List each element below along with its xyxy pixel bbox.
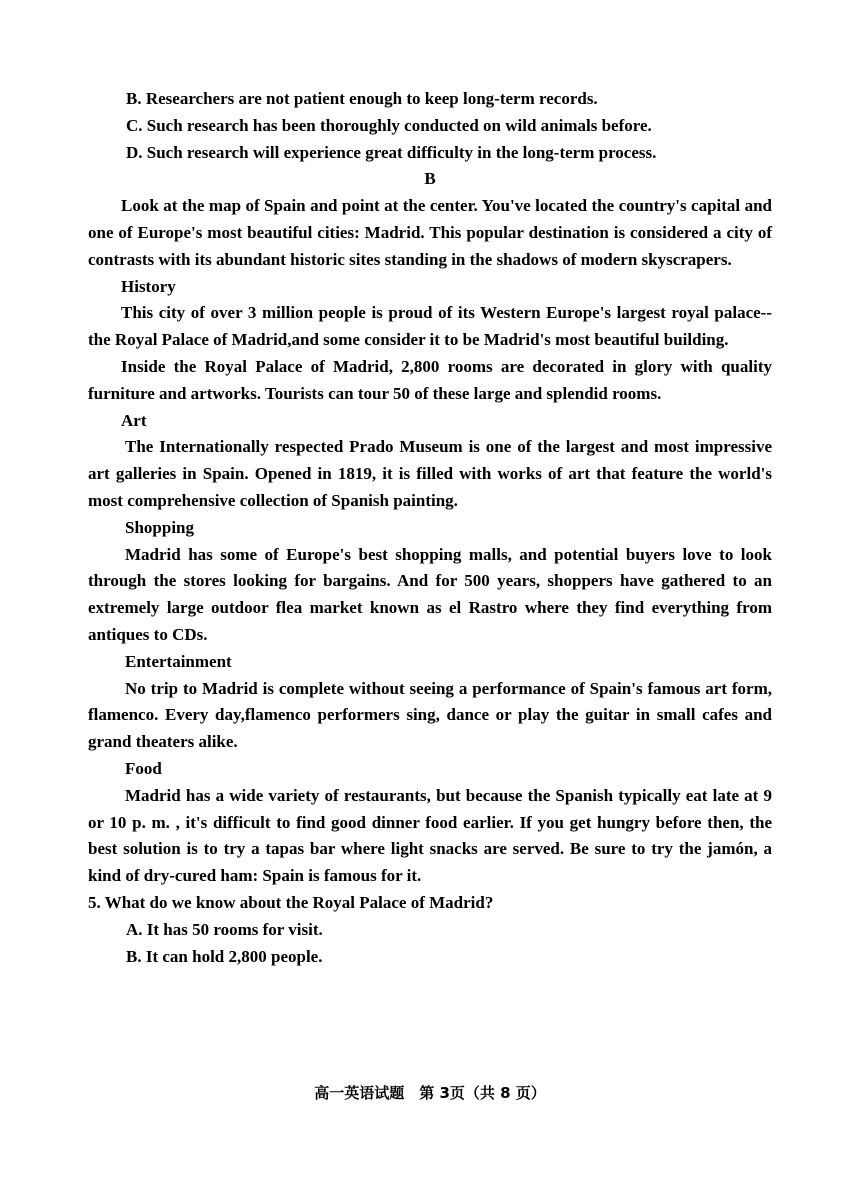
option-c-prev-question: C. Such research has been thoroughly conducted on wild animals before. bbox=[126, 115, 652, 135]
question-5-stem: 5. What do we know about the Royal Palace of Madrid? bbox=[88, 892, 494, 912]
section-label: B bbox=[424, 169, 436, 189]
question-5-option-a: A. It has 50 rooms for visit. bbox=[126, 919, 323, 939]
heading-food: Food bbox=[125, 758, 162, 778]
heading-shopping: Shopping bbox=[125, 517, 194, 537]
option-b-prev-question: B. Researchers are not patient enough to keep long-term records. bbox=[126, 89, 598, 108]
passage-intro: Look at the map of Spain and point at the center. You've located the country's capital and one of Europe's most beautiful cities: Madrid. This popular destination is considered a city of contrasts with its abundant historic sites standing in the shadows of modern skyscrapers. bbox=[88, 196, 772, 269]
art-paragraph: The Internationally respected Prado Museum is one of the largest and most impressive art galleries in Spain. Opened in 1819, it is filled with works of art that feature the world's most comprehensive collection of Spanish painting. bbox=[88, 437, 772, 510]
history-paragraph-1: This city of over 3 million people is proud of its Western Europe's largest royal palace--the Royal Palace of Madrid,and some consider it to be Madrid's most beautiful building. bbox=[88, 303, 772, 350]
heading-entertainment: Entertainment bbox=[125, 651, 232, 671]
exam-page-content bbox=[88, 86, 772, 970]
option-d-prev-question: D. Such research will experience great difficulty in the long-term process. bbox=[126, 142, 657, 162]
history-paragraph-2: Inside the Royal Palace of Madrid, 2,800 rooms are decorated in glory with quality furniture and artworks. Tourists can tour 50 of these large and splendid rooms. bbox=[88, 356, 772, 403]
heading-art: Art bbox=[121, 410, 147, 430]
page-footer: 高一英语试题 第 3页（共 8 页） bbox=[314, 1084, 546, 1102]
heading-history: History bbox=[121, 276, 176, 296]
entertainment-paragraph: No trip to Madrid is complete without seeing a performance of Spain's famous art form, flamenco. Every day,flamenco performers sing, dance or play the guitar in small cafes and grand theaters alike. bbox=[88, 678, 772, 752]
shopping-paragraph: Madrid has some of Europe's best shopping malls, and potential buyers love to look through the stores looking for bargains. And for 500 years, shoppers have gathered to an extremely large outdoor flea market known as el Rastro where they find everything from antiques to CDs. bbox=[88, 544, 772, 644]
question-5-option-b: B. It can hold 2,800 people. bbox=[126, 946, 323, 966]
food-paragraph: Madrid has a wide variety of restaurants, but because the Spanish typically eat late at 9 or 10 p. m. , it's difficult to find good dinner food earlier. If you get hungry before then, the best solution is to try a tapas bar where light snacks are served. Be sure to try the jamón, a kind of dry-cured ham: Spain is famous for it. bbox=[88, 785, 772, 886]
